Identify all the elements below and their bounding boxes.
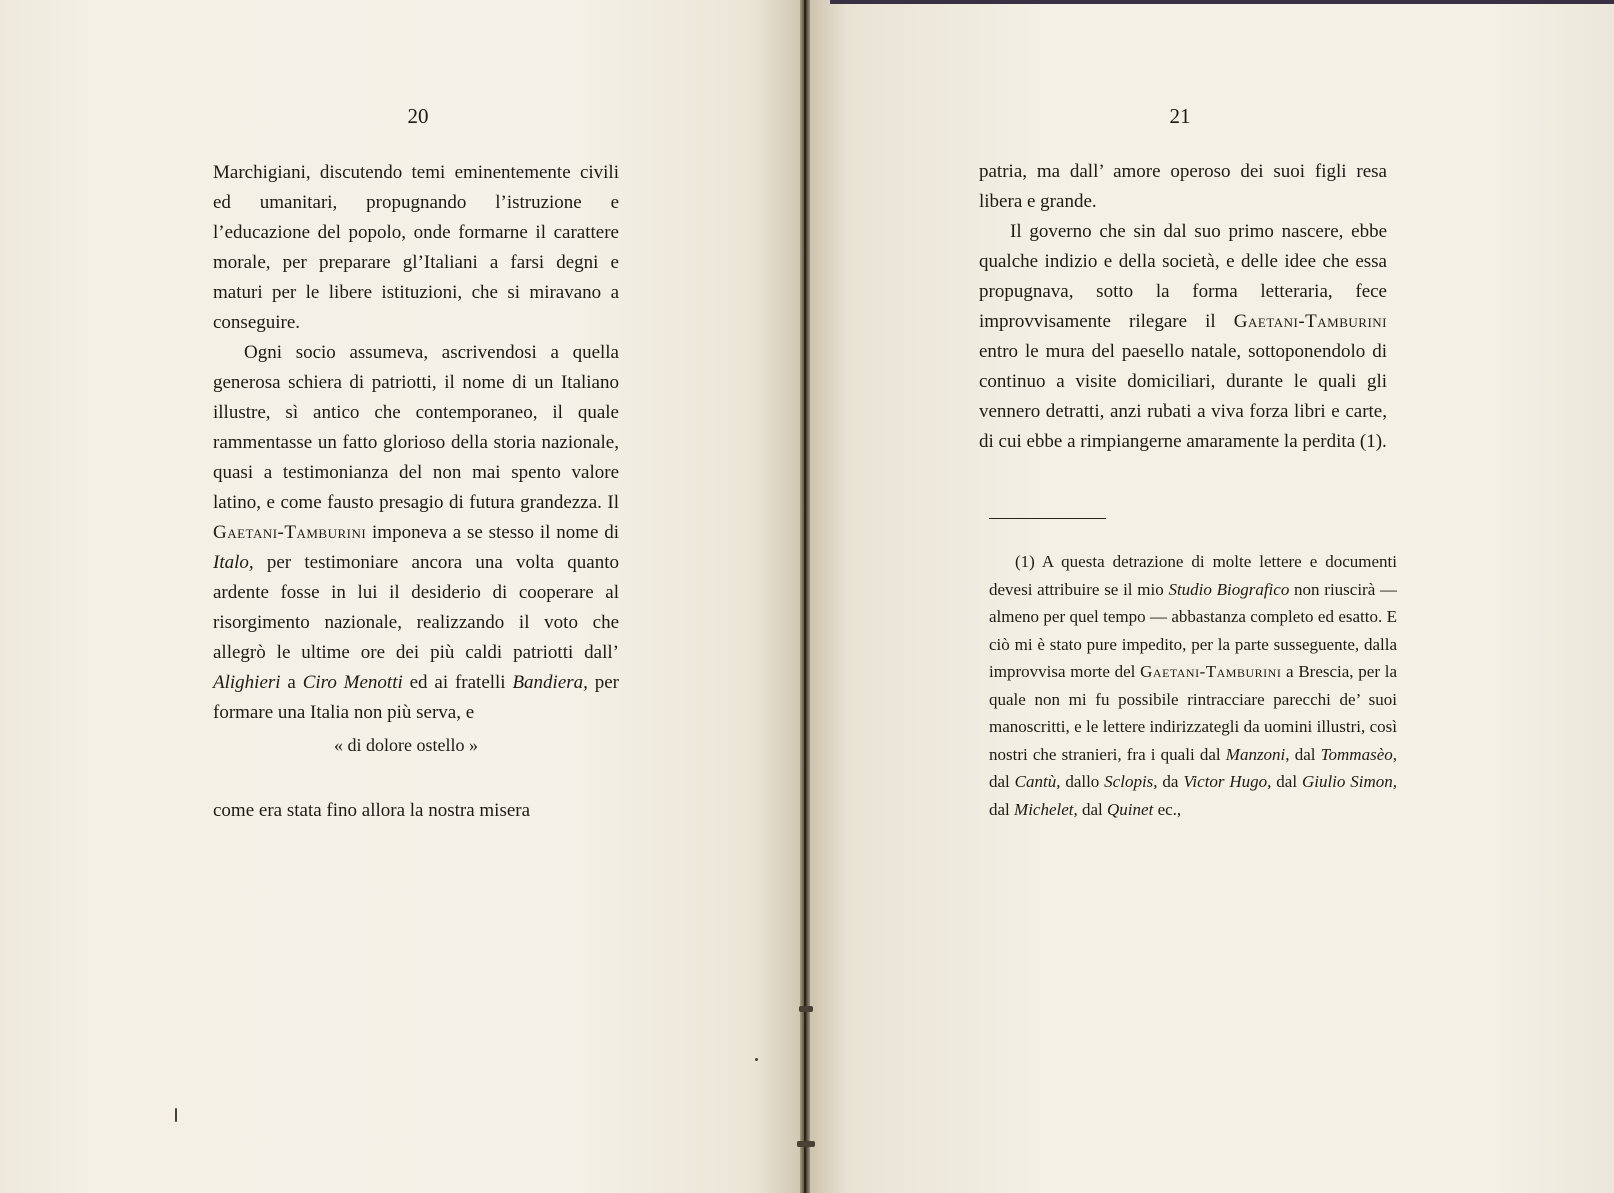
binding-stitch bbox=[799, 1006, 813, 1012]
author-name: Gaetani-Tamburini bbox=[213, 522, 367, 543]
footnote: (1) A questa detrazione di molte lettere e documenti devesi attribuire se il mio Studio Biografico non riuscirà — almeno per quel tempo — abbastanza completo ed esatto. E ciò mi è stato pure impedito, per la parte susseguente, dalla improvvisa morte del Gaetani-Tamburini a Brescia, per la quale non mi fu possibile rintracciare parecchi de’ suoi manoscritti, e le lettere indirizzategli da uomini illustri, così nostri che stranieri, fra i quali dal Manzoni, dal Tommasèo, dal Cantù, dallo Sclopis, da Victor Hugo, dal Giulio Simon, dal Michelet, dal Quinet ec., bbox=[989, 552, 1397, 819]
quotation: « di dolore ostello » bbox=[334, 735, 478, 755]
left-page-text bbox=[213, 158, 619, 826]
page-number-right: 21 bbox=[1169, 104, 1191, 128]
paragraph: Marchigiani, discutendo temi eminentemente civili ed umanitari, propugnando l’istruzione e l’educazione del popolo, onde formarne il carattere morale, per preparare gl’Italiani a farsi degni e maturi per le libere istituzioni, che si miravano a conseguire. bbox=[213, 162, 619, 333]
page-number-left: 20 bbox=[407, 104, 429, 128]
author-name: Gaetani-Tamburini bbox=[1233, 311, 1387, 332]
paragraph: Il governo che sin dal suo primo nascere, ebbe qualche indizio e della società, e delle idee che essa propugnava, sotto la forma letteraria, fece improvvisamente rilegare il Gaetani-Tamburini entro le mura del paesello natale, sottoponendolo di continuo a visite domiciliari, durante le quali gli vennero detratti, anzi rubati a viva forza libri e carte, di cui ebbe a rimpiangerne amaramente la perdita (1). bbox=[979, 221, 1387, 452]
paper-speck bbox=[755, 1058, 758, 1061]
paper-speck bbox=[175, 1108, 177, 1122]
page-top-edge bbox=[830, 0, 1614, 4]
binding-thread bbox=[804, 0, 806, 1193]
binding-stitch bbox=[797, 1141, 815, 1147]
footnote-rule bbox=[989, 518, 1106, 519]
right-page-text bbox=[979, 157, 1387, 457]
paragraph: come era stata fino allora la nostra misera bbox=[213, 800, 531, 821]
paragraph: Ogni socio assumeva, ascrivendosi a quella generosa schiera di patriotti, il nome di un Italiano illustre, sì antico che contemporaneo, il quale rammentasse un fatto glorioso della storia nazionale, quasi a testimonianza del non mai spento valore latino, e come fausto presagio di futura grandezza. Il Gaetani-Tamburini imponeva a se stesso il nome di Italo, per testimoniare ancora una volta quanto ardente fosse in lui il desiderio di cooperare al risorgimento nazionale, realizzando il voto che allegrò le ultime ore dei più caldi patriotti dall’ Alighieri a Ciro Menotti ed ai fratelli Bandiera, per formare una Italia non più serva, e bbox=[213, 342, 620, 723]
author-name: Gaetani-Tamburini bbox=[1140, 662, 1282, 681]
paragraph: patria, ma dall’ amore operoso dei suoi figli resa libera e grande. bbox=[979, 161, 1387, 212]
